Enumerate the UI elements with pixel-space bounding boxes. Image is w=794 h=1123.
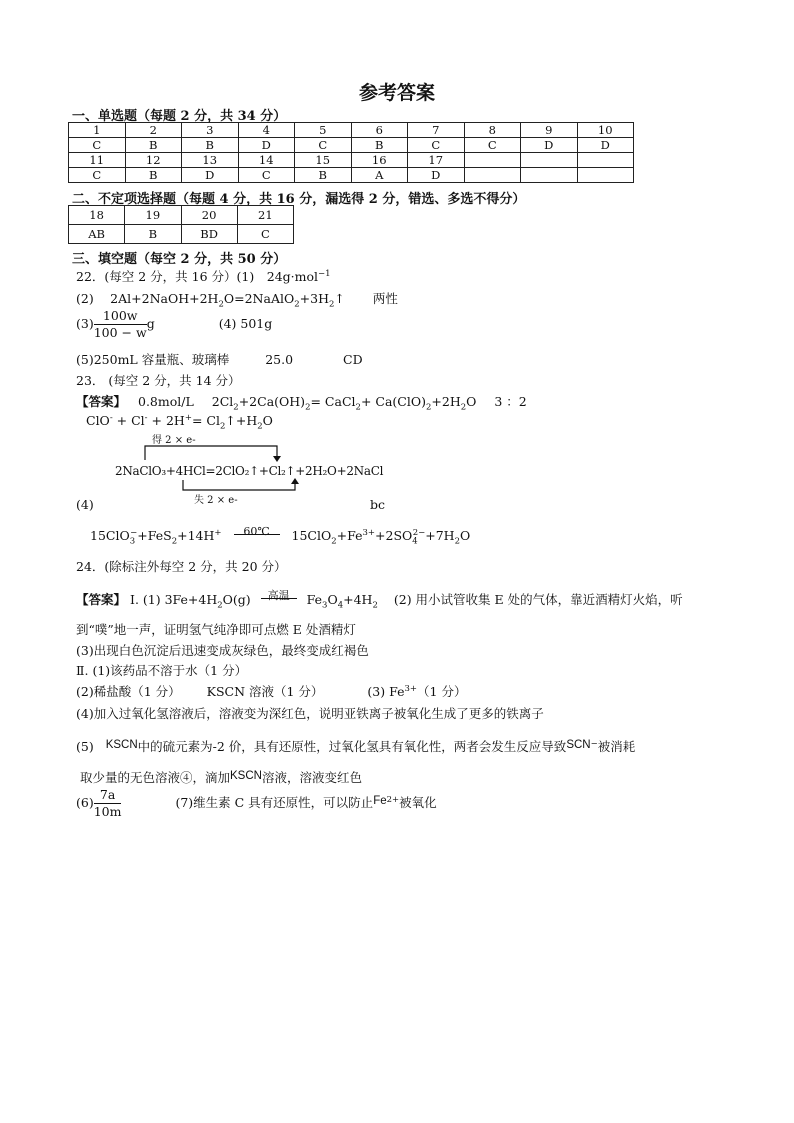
table-row (69, 225, 294, 244)
q23-line5-b: bc (370, 497, 386, 512)
table-cell: B (295, 168, 352, 183)
electron-lose-label: 失 2 × e- (194, 495, 238, 506)
table-row (69, 138, 634, 153)
table-cell: C (237, 225, 293, 244)
reaction-condition: 60℃ (243, 525, 270, 539)
table-cell: 4 (238, 123, 295, 138)
q23-line2: 【答案】 0.8mol/L $2Cl_2+2Ca(OH)_2=$ CaCl$_2$+ $Ca(ClO)_2+2H_2O$ 3 ：2 (76, 394, 527, 413)
table-cell: B (125, 225, 181, 244)
electron-gain-label: 得 2 × e- (152, 435, 196, 446)
table-cell: 5 (295, 123, 352, 138)
table-cell: B (351, 138, 408, 153)
q24-line5: Ⅱ. (1)该药品不溶于水（1 分） (76, 663, 248, 678)
table-cell: 11 (69, 153, 126, 168)
multi-choice-table (68, 205, 294, 244)
q22-line2: (2) $2Al+2NaOH+2H_2O=2NaAlO_2+3H_2↑$ 两性 (76, 291, 398, 310)
table-cell: D (577, 138, 634, 153)
q24-line6: (2)稀盐酸（1 分） KSCN 溶液（1 分） (3) $Fe^{3+}(1$ 分） (76, 683, 467, 699)
table-cell: B (125, 138, 182, 153)
table-cell: C (295, 138, 352, 153)
table-row (69, 206, 294, 225)
table-cell: 2 (125, 123, 182, 138)
table-cell (577, 168, 634, 183)
table-cell: 18 (69, 206, 125, 225)
q23-line3: $ClO^- + Cl^- + 2H^+= Cl_2↑+H_2O$ (86, 413, 273, 432)
table-cell (577, 153, 634, 168)
table-cell: C (69, 138, 126, 153)
q23-redox-equation: 2NaClO₃+4HCl=2ClO₂↑+Cl₂↑+2H₂O+2NaCl (115, 464, 384, 478)
table-cell: D (238, 138, 295, 153)
table-cell: C (464, 138, 521, 153)
table-cell: 6 (351, 123, 408, 138)
table-cell: C (69, 168, 126, 183)
table-cell: 10 (577, 123, 634, 138)
table-cell: 1 (69, 123, 126, 138)
table-cell: 21 (237, 206, 293, 225)
table-cell: 15 (295, 153, 352, 168)
table-cell: 7 (408, 123, 465, 138)
table-cell: 13 (182, 153, 239, 168)
q23-line5-a: (4) (76, 497, 94, 512)
table-row (69, 168, 634, 183)
q24-line8: (5) KSCN中的硫元素为-2 价，具有还原性，过氧化氢具有氧化性，两者会发生反应导致SCN−被消耗 (76, 738, 636, 754)
table-cell: D (521, 138, 578, 153)
table-cell: 17 (408, 153, 465, 168)
section-1-heading: 一、单选题（每题 2 分，共 34 分） (72, 109, 287, 124)
table-cell: AB (69, 225, 125, 244)
table-cell: 16 (351, 153, 408, 168)
q23-line1: 23． (每空 2 分，共 14 分） (76, 373, 241, 388)
page-title: 参考答案 (358, 82, 435, 104)
table-cell: 14 (238, 153, 295, 168)
table-cell (464, 153, 521, 168)
table-cell: A (351, 168, 408, 183)
q22-line4: (5)250mL 容量瓶、玻璃棒 25.0 CD (76, 352, 363, 367)
table-cell: BD (181, 225, 237, 244)
table-cell: 12 (125, 153, 182, 168)
table-cell: 3 (182, 123, 239, 138)
q24-line4: (3)出现白色沉淀后迅速变成灰绿色，最终变成红褐色 (76, 643, 369, 658)
table-cell: C (408, 138, 465, 153)
table-cell: C (238, 168, 295, 183)
table-cell: 19 (125, 206, 181, 225)
q22-line1: 22．(每空 2 分，共 16 分）(1) 24g·mol$^{-1}$ (76, 268, 331, 284)
table-cell (464, 168, 521, 183)
q23-line6: 15ClO$_3$−+FeS$_2$+14H+ 60℃ $15ClO_2+Fe^{3+}+2SO_4^{2-}+7H_2O$ (90, 525, 471, 547)
table-row (69, 123, 634, 138)
table-row (69, 153, 634, 168)
q24-line7: (4)加入过氧化氢溶液后，溶液变为深红色，说明亚铁离子被氧化生成了更多的铁离子 (76, 706, 544, 721)
reaction-condition-high-temp: 高温 (267, 589, 290, 602)
table-cell: D (182, 168, 239, 183)
q24-line3: 到“噗”地一声，证明氢气纯净即可点燃 E 处酒精灯 (76, 622, 356, 637)
table-cell: B (182, 138, 239, 153)
table-cell: B (125, 168, 182, 183)
q24-line1: 24．(除标注外每空 2 分，共 20 分） (76, 559, 287, 574)
table-cell: 8 (464, 123, 521, 138)
q24-line2: 【答案】 Ⅰ. (1) $3Fe+4H_2O(g)$ 高温 $Fe_3O_4+4H_2$ (2) 用小试管收集 E 处的气体，靠近酒精灯火焰，听 (76, 589, 683, 611)
table-cell: 9 (521, 123, 578, 138)
q24-line10: (6) $\frac{7a}{10m}$ (7)维生素 C 具有还原性，可以防止$Fe^{2+}$被氧化 (76, 787, 437, 819)
fraction-100w: $\frac{100w}{100 - w}$ (93, 308, 147, 340)
single-choice-table (68, 122, 634, 183)
section-3-heading: 三、填空题（每空 2 分，共 50 分） (72, 252, 287, 267)
table-cell (521, 153, 578, 168)
q24-line9: 取少量的无色溶液④，滴加KSCN溶液，溶液变红色 (80, 770, 362, 785)
fraction-7a-10m: $\frac{7a}{10m}$ (93, 787, 122, 819)
q22-line3: (3) $\frac{100w}{100 - w}$ g (4) 501g (76, 308, 273, 340)
table-cell: 20 (181, 206, 237, 225)
table-cell (521, 168, 578, 183)
table-cell: D (408, 168, 465, 183)
section-2-heading: 二、不定项选择题（每题 4 分，共 16 分，漏选得 2 分，错选、多选不得分） (72, 192, 526, 207)
